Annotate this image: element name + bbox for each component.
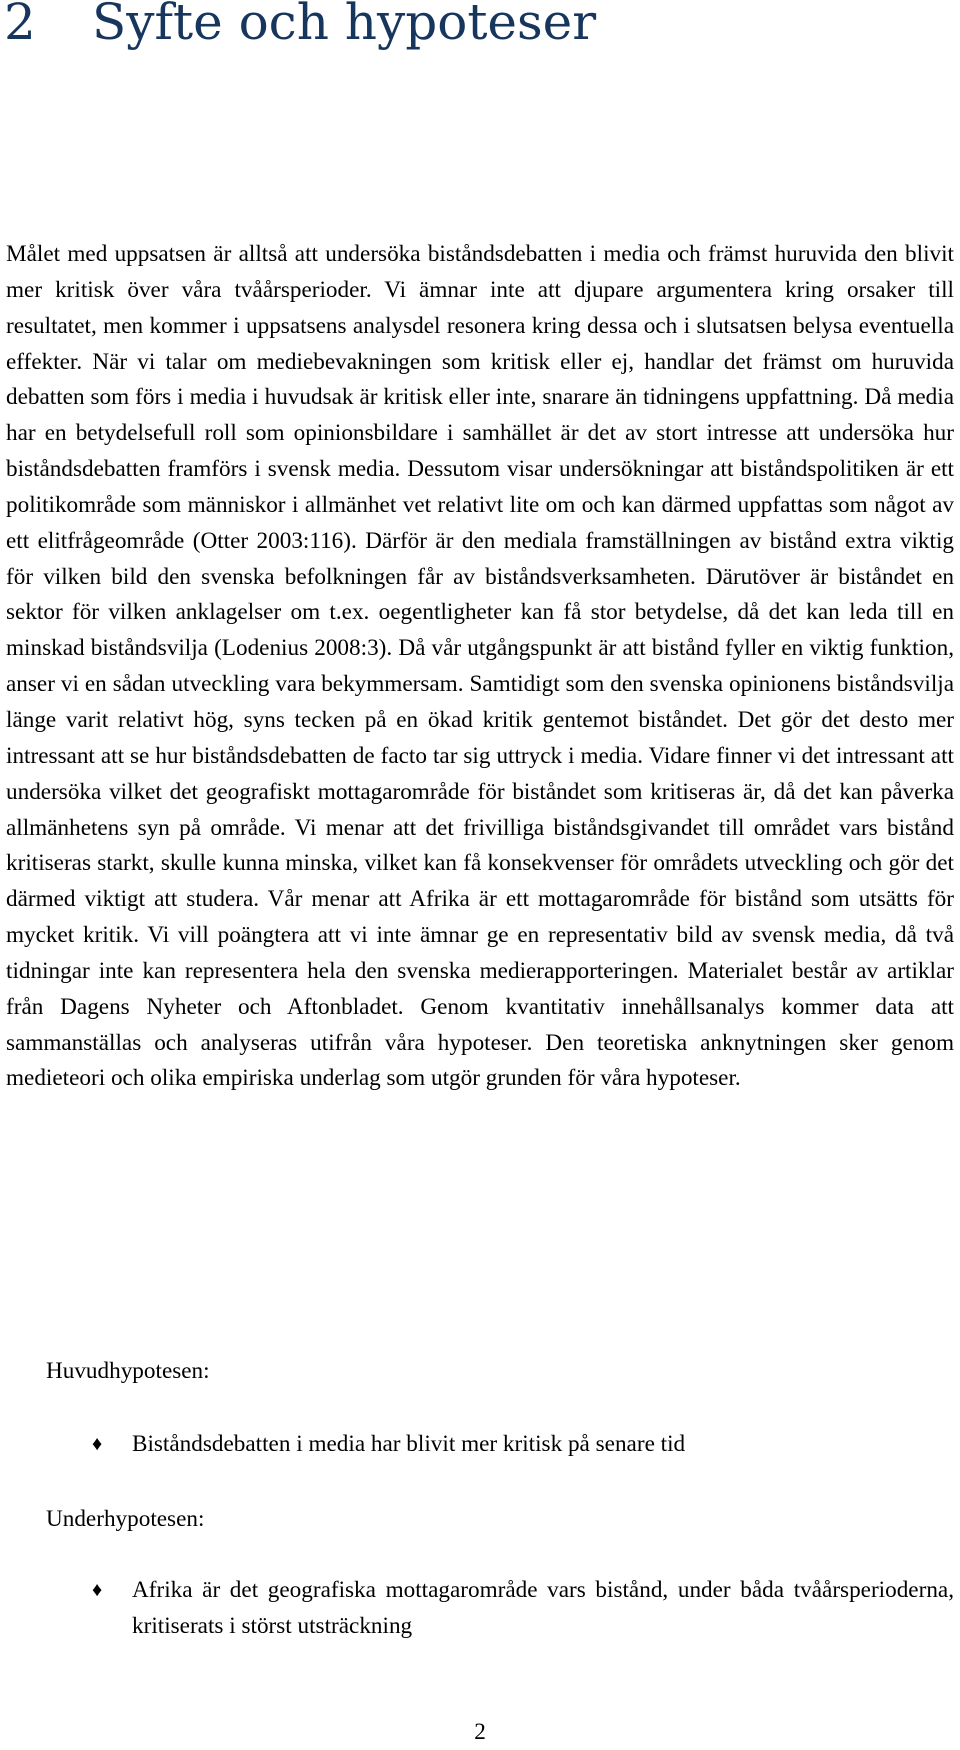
main-hypothesis-item [92, 1426, 954, 1462]
main-hypothesis-label: Huvudhypotesen: [46, 1358, 210, 1384]
sub-hypothesis-text: Afrika är det geografiska mottagarområde vars bistånd, under båda tvåårsperioderna, kritiserats i störst utsträckning [132, 1577, 954, 1639]
section-title: Syfte och hypoteser [92, 0, 597, 51]
page-number: 2 [474, 1719, 486, 1745]
section-heading [4, 0, 596, 52]
sub-hypothesis-item [92, 1572, 954, 1644]
section-number: 2 [4, 0, 36, 51]
diamond-bullet-icon: ♦ [92, 1579, 103, 1601]
main-hypothesis-text: Biståndsdebatten i media har blivit mer kritisk på senare tid [132, 1431, 686, 1457]
diamond-bullet-icon: ♦ [92, 1433, 103, 1455]
sub-hypothesis-label: Underhypotesen: [46, 1506, 205, 1532]
body-paragraph: Målet med uppsatsen är alltså att undersöka biståndsdebatten i media och främst huruvida den blivit mer kritisk över våra tvåårsperioder. Vi ämnar inte att djupare argumentera kring orsaker till resultatet, men kommer i uppsatsens analysdel resonera kring dessa och i slutsatsen belysa eventuella effekter. När vi talar om mediebevakningen som kritisk eller ej, handlar det främst om huruvida debatten som förs i media i huvudsak är kritisk eller inte, snarare än tidningens uppfattning. Då media har en betydelsefull roll som opinionsbildare i samhället är det av stort intresse att undersöka hur biståndsdebatten framförs i svensk media. Dessutom visar undersökningar att biståndspolitiken är ett politikområde som människor i allmänhet vet relativt lite om och kan därmed uppfattas som något av ett elitfrågeområde (Otter 2003:116). Därför är den mediala framställningen av bistånd extra viktig för vilken bild den svenska befolkningen får av biståndsverksamheten. Därutöver är biståndet en sektor för vilken anklagelser om t.ex. oegentligheter kan få stor betydelse, då det kan leda till en minskad biståndsvilja (Lodenius 2008:3). Då vår utgångspunkt är att bistånd fyller en viktig funktion, anser vi en sådan utveckling vara bekymmersam. Samtidigt som den svenska opinionens biståndsvilja länge varit relativt hög, syns tecken på en ökad kritik gentemot biståndet. Det gör det desto mer intressant att se hur biståndsdebatten de facto tar sig uttryck i media. Vidare finner vi det intressant att undersöka vilket det geografiskt mottagarområde för biståndet som kritiseras är, då det kan påverka allmänhetens syn på område. Vi menar att det frivilliga biståndsgivandet till området vars bistånd kritiseras starkt, skulle kunna minska, vilket kan få konsekvenser för områdets utveckling och gör det därmed viktigt att studera. Vår menar att Afrika är ett mottagarområde för bistånd som utsätts för mycket kritik. Vi vill poängtera att vi inte ämnar ge en representativ bild av svensk media, då två tidningar inte kan representera hela den svenska medierapporteringen. Materialet består av artiklar från Dagens Nyheter och Aftonbladet. Genom kvantitativ innehållsanalys kommer data att sammanställas och analyseras utifrån våra hypoteser. Den teoretiska anknytningen sker genom medieteori och olika empiriska underlag som utgör grunden för våra hypoteser. [6, 241, 954, 1092]
